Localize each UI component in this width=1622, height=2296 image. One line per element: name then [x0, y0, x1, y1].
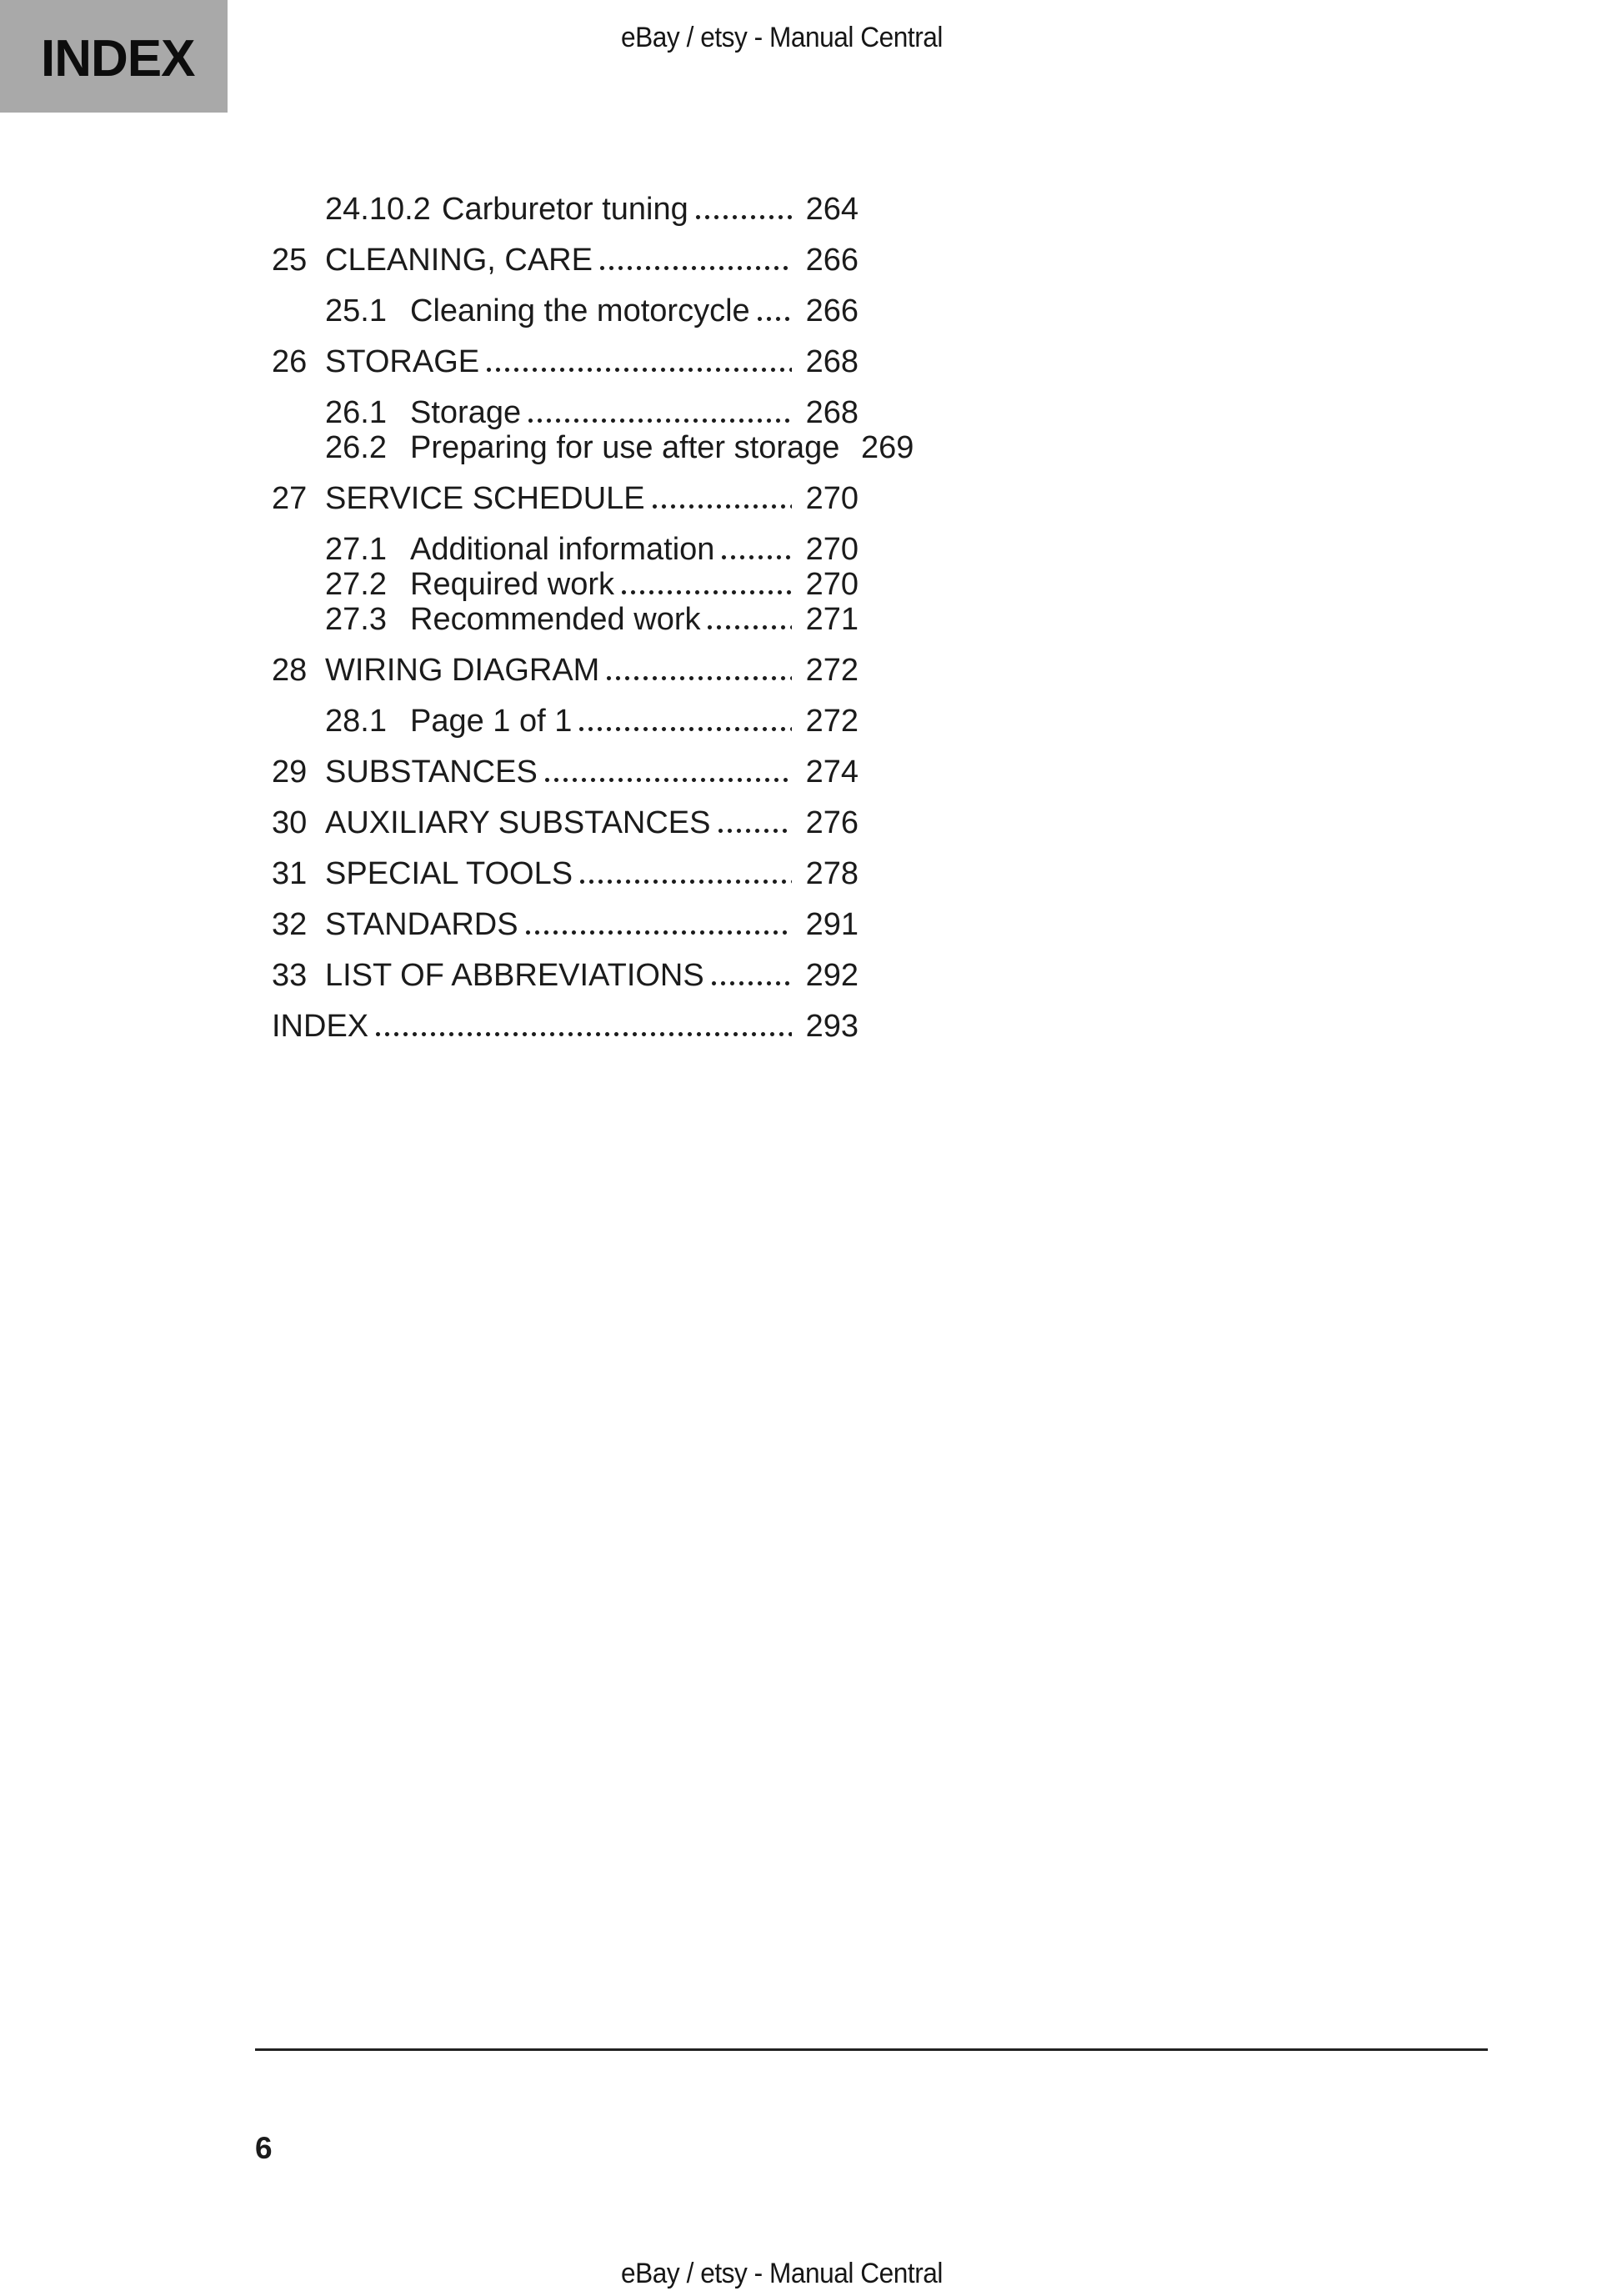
entry-number: 26	[272, 344, 308, 379]
header-title: eBay / etsy - Manual Central	[621, 22, 943, 53]
entry-title: Storage	[410, 395, 522, 430]
dot-leader	[580, 880, 792, 884]
entry-title: INDEX	[272, 1009, 369, 1044]
entry-page: 291	[805, 907, 859, 942]
entry-title: Additional information	[410, 532, 715, 567]
dot-leader	[718, 829, 793, 833]
entry-number: 25.1	[325, 293, 387, 328]
dot-leader	[528, 419, 792, 423]
dot-leader	[758, 317, 792, 321]
entry-number: 27	[272, 481, 308, 516]
toc-entry[interactable]	[272, 482, 859, 515]
entry-number: 32	[272, 907, 308, 942]
entry-page: 264	[805, 192, 859, 227]
entry-number: 30	[272, 805, 308, 840]
entry-page: 272	[805, 653, 859, 688]
entry-number: 24.10.2	[325, 192, 431, 227]
entry-page: 293	[805, 1009, 859, 1044]
entry-title: WIRING DIAGRAM	[325, 653, 600, 688]
dot-leader	[545, 778, 792, 782]
entry-number: 27.3	[325, 602, 387, 637]
entry-page: 266	[805, 293, 859, 328]
dot-leader	[653, 504, 792, 509]
entry-number: 26.1	[325, 395, 387, 430]
folio-page-number: 6	[255, 2131, 273, 2165]
toc-entry[interactable]	[272, 959, 859, 992]
entry-page: 271	[805, 602, 859, 637]
index-tab	[0, 0, 228, 113]
dot-leader	[526, 930, 792, 935]
entry-number: 27.1	[325, 532, 387, 567]
entry-number: 29	[272, 754, 308, 790]
entry-page: 270	[805, 567, 859, 602]
dot-leader	[487, 368, 792, 372]
entry-number: 27.2	[325, 567, 387, 602]
entry-title: STANDARDS	[325, 907, 518, 942]
toc-entry[interactable]	[272, 396, 859, 429]
toc	[272, 192, 914, 1044]
toc-entry[interactable]	[272, 1010, 859, 1043]
toc-entry[interactable]	[272, 654, 859, 687]
toc-entry[interactable]	[272, 345, 859, 378]
entry-title: LIST OF ABBREVIATIONS	[325, 958, 704, 993]
toc-entry[interactable]	[272, 294, 859, 328]
entry-page: 292	[805, 958, 859, 993]
dot-leader	[712, 981, 792, 985]
toc-entry[interactable]	[272, 857, 859, 890]
toc-entry[interactable]	[272, 568, 859, 601]
entry-number: 28.1	[325, 704, 387, 739]
toc-entry[interactable]	[272, 193, 859, 226]
entry-title: AUXILIARY SUBSTANCES	[325, 805, 711, 840]
entry-title: Carburetor tuning	[442, 192, 688, 227]
entry-number: 26.2	[325, 430, 387, 465]
entry-number: 33	[272, 958, 308, 993]
dot-leader	[579, 727, 792, 731]
entry-title: Recommended work	[410, 602, 701, 637]
toc-entry[interactable]	[272, 533, 859, 566]
entry-number: 28	[272, 653, 308, 688]
toc-entry[interactable]	[272, 603, 859, 636]
entry-page: 269	[861, 430, 914, 465]
dot-leader	[376, 1032, 792, 1036]
entry-title: Cleaning the motorcycle	[410, 293, 750, 328]
entry-title: Preparing for use after storage	[410, 430, 840, 465]
entry-number: 25	[272, 243, 308, 278]
dot-leader	[622, 590, 792, 594]
entry-title: SPECIAL TOOLS	[325, 856, 573, 891]
dot-leader	[708, 625, 792, 629]
dot-leader	[600, 266, 792, 270]
entry-page: 266	[805, 243, 859, 278]
footer-title: eBay / etsy - Manual Central	[621, 2258, 943, 2289]
entry-title: SUBSTANCES	[325, 754, 538, 790]
entry-title: Page 1 of 1	[410, 704, 573, 739]
footer-rule	[255, 2048, 1488, 2051]
entry-number: 31	[272, 856, 308, 891]
entry-page: 270	[805, 532, 859, 567]
entry-page: 272	[805, 704, 859, 739]
entry-title: Required work	[410, 567, 614, 602]
toc-entry[interactable]	[272, 243, 859, 277]
entry-title: CLEANING, CARE	[325, 243, 593, 278]
entry-page: 268	[805, 395, 859, 430]
dot-leader	[722, 555, 792, 559]
entry-page: 268	[805, 344, 859, 379]
index-tab-label: INDEX	[41, 30, 195, 88]
toc-entry[interactable]	[272, 755, 859, 789]
entry-page: 278	[805, 856, 859, 891]
toc-entry[interactable]	[272, 704, 859, 738]
toc-entry[interactable]	[272, 430, 914, 465]
entry-title: SERVICE SCHEDULE	[325, 481, 645, 516]
toc-entry[interactable]	[272, 908, 859, 941]
entry-page: 270	[805, 481, 859, 516]
dot-leader	[696, 215, 792, 219]
entry-page: 274	[805, 754, 859, 790]
entry-page: 276	[805, 805, 859, 840]
toc-entry[interactable]	[272, 806, 859, 840]
dot-leader	[607, 676, 792, 680]
entry-title: STORAGE	[325, 344, 480, 379]
